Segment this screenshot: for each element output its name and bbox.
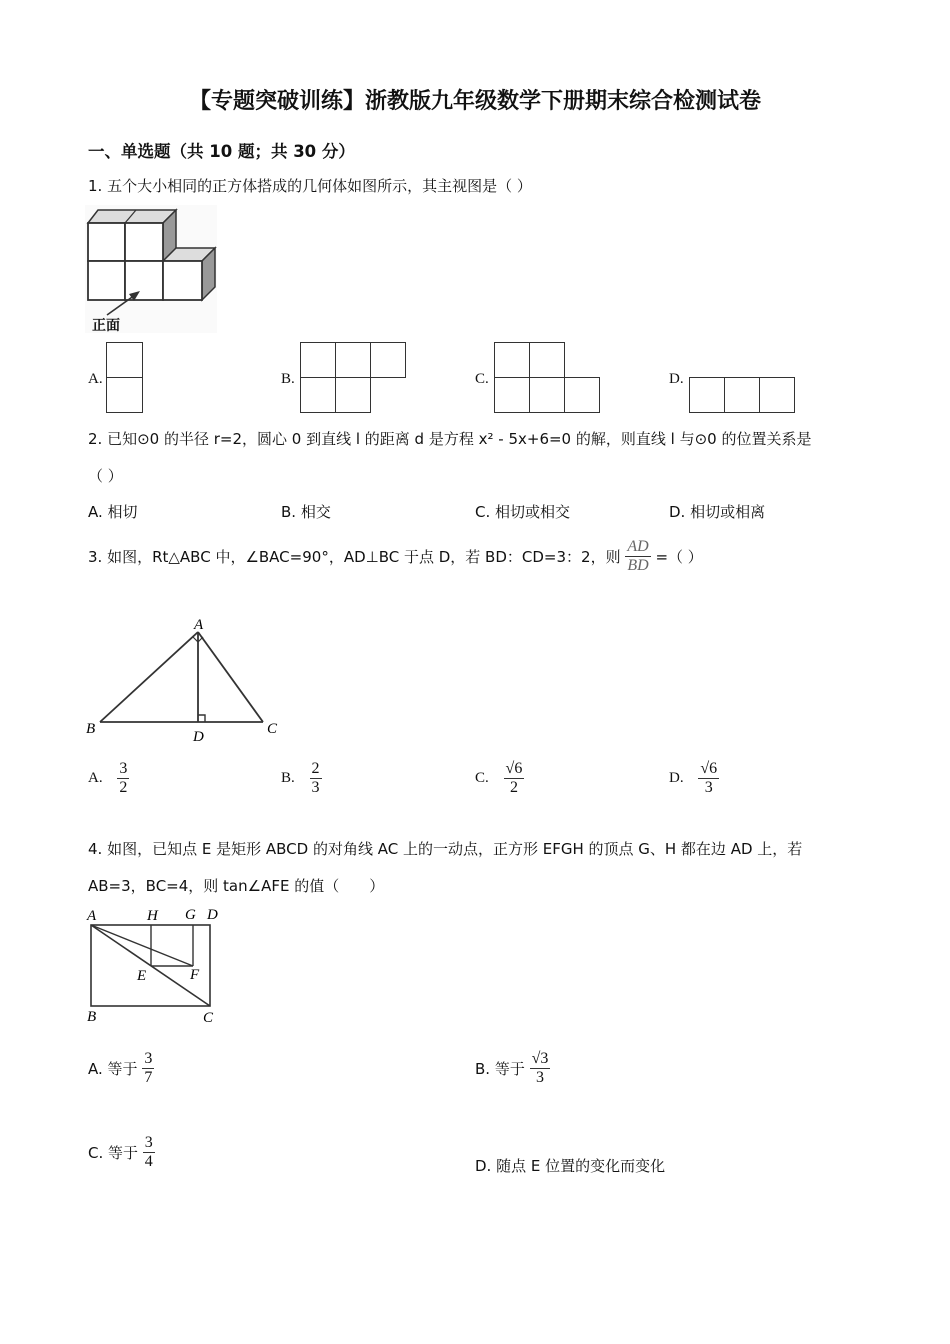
q4-label-f: F	[190, 967, 200, 983]
q1-option-c-label: C.	[475, 371, 489, 387]
q3-label-b: B	[86, 721, 96, 737]
q1-option-b-label: B.	[281, 371, 295, 387]
q4-option-b-text: B. 等于	[475, 1060, 525, 1078]
q4-option-d[interactable]: D. 随点 E 位置的变化而变化	[475, 1157, 666, 1175]
q4-option-c-num: 3	[144, 1134, 153, 1151]
q4-option-b[interactable]	[475, 1050, 550, 1087]
q2-option-a[interactable]: A. 相切	[88, 503, 138, 521]
q3-option-b-fraction	[310, 760, 322, 797]
question-2-paren: （ ）	[88, 467, 123, 485]
q4-label-a: A	[87, 908, 97, 924]
page-title: 【专题突破训练】浙教版九年级数学下册期末综合检测试卷	[188, 89, 761, 114]
q4-option-c-fraction	[143, 1134, 155, 1171]
q3-option-c-fraction	[504, 760, 525, 797]
q1-option-d-figure[interactable]	[689, 377, 797, 414]
q4-label-c: C	[203, 1010, 214, 1026]
question-3-line	[88, 538, 703, 575]
q4-option-a-text: A. 等于	[88, 1060, 138, 1078]
q4-option-a-den: 7	[144, 1069, 153, 1086]
q4-option-c-den: 4	[144, 1153, 153, 1170]
q2-option-d[interactable]: D. 相切或相离	[669, 503, 766, 521]
q4-option-c-text: C. 等于	[88, 1144, 139, 1162]
q3-option-d-letter: D.	[669, 770, 684, 786]
q2-option-b[interactable]: B. 相交	[281, 503, 331, 521]
q1-option-a-label: A.	[88, 371, 103, 387]
q3-option-d-den: 3	[704, 779, 713, 796]
section-heading: 一、单选题（共 10 题；共 30 分）	[88, 142, 355, 161]
q1-option-c-figure[interactable]	[494, 342, 602, 414]
q1-option-d-label: D.	[669, 371, 684, 387]
q3-option-b[interactable]	[281, 760, 322, 797]
q4-label-g: G	[185, 907, 196, 923]
q3-triangle-figure	[85, 614, 285, 744]
q3-fraction	[625, 538, 650, 575]
q4-rectangle-figure	[85, 905, 235, 1030]
q3-option-d[interactable]	[669, 760, 719, 797]
q4-label-h: H	[147, 908, 158, 924]
q4-label-e: E	[137, 968, 147, 984]
q2-option-c[interactable]: C. 相切或相交	[475, 503, 571, 521]
q3-option-c-num: √6	[505, 760, 523, 777]
q3-option-b-letter: B.	[281, 770, 295, 786]
q3-option-d-num: √6	[700, 760, 718, 777]
q4-label-b: B	[87, 1009, 97, 1025]
q4-option-b-fraction	[530, 1050, 551, 1087]
question-2-text: 2. 已知⊙0 的半径 r=2，圆心 0 到直线 l 的距离 d 是方程 x² - 5x+6=0 的解，则直线 l 与⊙0 的位置关系是	[88, 430, 812, 448]
q3-fraction-den: BD	[627, 557, 649, 574]
q4-option-b-num: √3	[531, 1050, 549, 1067]
q3-option-b-den: 3	[311, 779, 320, 796]
q3-tail: =（ ）	[655, 547, 703, 566]
q3-label-c: C	[267, 721, 278, 737]
q3-option-d-fraction	[698, 760, 719, 797]
q3-option-c[interactable]	[475, 760, 524, 797]
q3-label-d: D	[193, 729, 204, 745]
question-3-text: 3. 如图，Rt△ABC 中，∠BAC=90°，AD⊥BC 于点 D，若 BD：CD=3：2，则	[88, 547, 621, 566]
q1-front-label: 正面	[92, 318, 120, 334]
q3-option-a[interactable]	[88, 760, 129, 797]
q4-option-a-num: 3	[144, 1050, 153, 1067]
q4-option-c[interactable]	[88, 1134, 155, 1171]
q4-label-d: D	[207, 907, 218, 923]
q1-option-a-figure[interactable]	[106, 342, 144, 414]
q3-option-a-num: 3	[119, 760, 128, 777]
question-4-line-2: AB=3，BC=4，则 tan∠AFE 的值（ ）	[88, 877, 385, 895]
q3-option-c-den: 2	[509, 779, 518, 796]
q4-option-a[interactable]	[88, 1050, 154, 1087]
q3-option-a-fraction	[117, 760, 129, 797]
q3-option-a-letter: A.	[88, 770, 103, 786]
q3-option-b-num: 2	[311, 760, 320, 777]
question-4-line-1: 4. 如图，已知点 E 是矩形 ABCD 的对角线 AC 上的一动点，正方形 EFGH 的顶点 G、H 都在边 AD 上，若	[88, 840, 803, 858]
q4-option-a-fraction	[142, 1050, 154, 1087]
q3-label-a: A	[194, 617, 204, 633]
q3-option-a-den: 2	[119, 779, 128, 796]
question-1-text: 1. 五个大小相同的正方体搭成的几何体如图所示，其主视图是（ ）	[88, 177, 532, 195]
q1-option-b-figure[interactable]	[300, 342, 408, 414]
q3-fraction-num: AD	[627, 538, 649, 555]
q3-option-c-letter: C.	[475, 770, 489, 786]
q4-option-b-den: 3	[536, 1069, 544, 1086]
